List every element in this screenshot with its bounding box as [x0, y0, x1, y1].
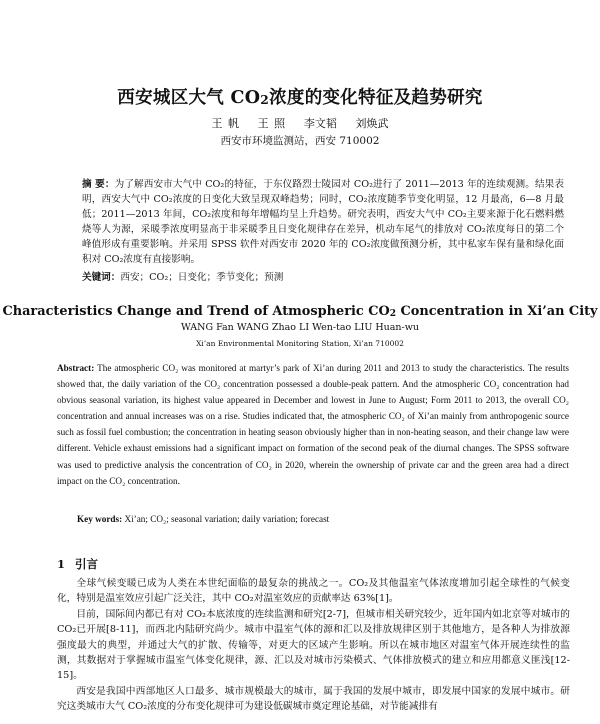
chinese-keywords	[82, 269, 564, 283]
chinese-authors	[0, 115, 600, 131]
abstract-label-cn: 摘 要：	[82, 179, 115, 190]
chinese-title: 西安城区大气 $CO_2$浓度的变化特征及趋势研究	[117, 88, 483, 108]
author-cn: 王 照	[257, 117, 286, 130]
paragraph: 西安是我国中西部地区人口最多、城市规模最大的城市，属于我国的发展中城市，即发展中国家的发展中城市。研究这类城市大气 CO₂浓度的分布变化规律可为建设低碳城市奠定理论基础，对节能减排有	[57, 685, 570, 713]
chinese-affiliation: 西安市环境监测站，西安 710002	[220, 135, 380, 147]
body-text	[57, 576, 570, 715]
english-abstract	[57, 360, 569, 489]
paragraph: 目前，国际间内都已有对 CO₂本底浓度的连续监测和研究[2-7]，但城市相关研究较少，近年国内如北京等对城市的 CO₂已开展[8-11]，而西北内陆研究尚少。城市中温室气体的源和汇以及排放规律区别于其他地方，是各种人为排放源强度最大的典型，并通过大气的扩散、传输等，对更大的区域产生影响。所以在城市地区对温室气体开展连续性的监测，其数据对于掌握城市温室气体变化规律，源、汇以及对城市污染模式、气体排放模式的建立和应用都意义匪浅[12-15]。	[57, 608, 570, 682]
keywords-label-en: Key words:	[77, 514, 123, 524]
chinese-abstract	[82, 177, 564, 268]
english-authors: WANG Fan WANG Zhao LI Wen-tao LIU Huan-wu	[181, 322, 419, 333]
author-cn: 王 帆	[211, 117, 239, 130]
abstract-label-en: Abstract:	[57, 363, 95, 373]
english-affiliation: Xi’an Environmental Monitoring Station, Xi’an 710002	[196, 339, 404, 348]
keywords-text-en: Xi’an; CO₂; seasonal variation; daily variation; forecast	[124, 514, 330, 524]
abstract-text-en: The atmospheric CO₂ was monitored at martyr’s park of Xi’an during 2011 and 2013 to study the characteristics. The results showed that, the daily variation of the CO₂ concentration possessed a double-peak pattern. And the atmospheric CO₂ concentration had obvious seasonal variation, its highest value appeared in December and lowest in June to August; Form 2011 to 2013, the overall CO₂ concentration and annual increases was on a rise. Studies indicated that, the atmospheric CO₂ of Xi’an mainly from anthropogenic source such as fossil fuel combustion; the concentration in heating season obviously higher than in non-heating season, and their change law were different. Vehicle exhaust emissions had a significant impact on formation of the second peak of the diurnal changes. The SPSS software was used to predictive analysis the concentration of CO₂ in 2020, wherein the ownership of private car and the green area had a direct impact on the CO₂ concentration.	[57, 363, 569, 486]
section-heading	[57, 556, 98, 572]
paragraph: 全球气候变暖已成为人类在本世纪面临的最复杂的挑战之一。CO₂及其他温室气体浓度增加引起全球性的气候变化，特别是温室效应引起广泛关注，其中 CO₂对温室效应的贡献率达 63%[1]。	[57, 578, 570, 605]
author-cn: 刘焕武	[355, 117, 389, 130]
section-number: 1	[57, 557, 66, 571]
abstract-text-cn: 为了解西安市大气中 CO₂的特征，于东仪路烈士陵园对 CO₂进行了 2011—2013 年的连续观测。结果表明，西安大气中 CO₂浓度的日变化大致呈现双峰趋势；同时，CO₂浓度随季节变化明显，12 月最高，6—8 月最低；2011—2013 年间，CO₂浓度和每年增幅均呈上升趋势。研究表明，西安大气中 CO₂主要来源于化石燃料燃烧等人为源，采暖季浓度明显高于非采暖季且日变化规律存在差异，机动车尾气的排放对 CO₂浓度每日的第二个峰值形成有重要影响。并采用 SPSS 软件对西安市 2020 年的 CO₂浓度做预测分析，其中私家车保有量和绿化面积对 CO₂浓度有直接影响。	[82, 179, 564, 266]
keywords-text-cn: 西安；CO₂；日变化；季节变化；预测	[120, 272, 284, 283]
english-title: Characteristics Change and Trend of Atmospheric $CO_2$ Concentration in Xi’an City	[2, 304, 598, 319]
section-title: 引言	[75, 557, 99, 571]
author-cn: 李文韬	[303, 117, 337, 130]
keywords-label-cn: 关键词：	[82, 272, 121, 283]
english-keywords	[77, 514, 567, 524]
